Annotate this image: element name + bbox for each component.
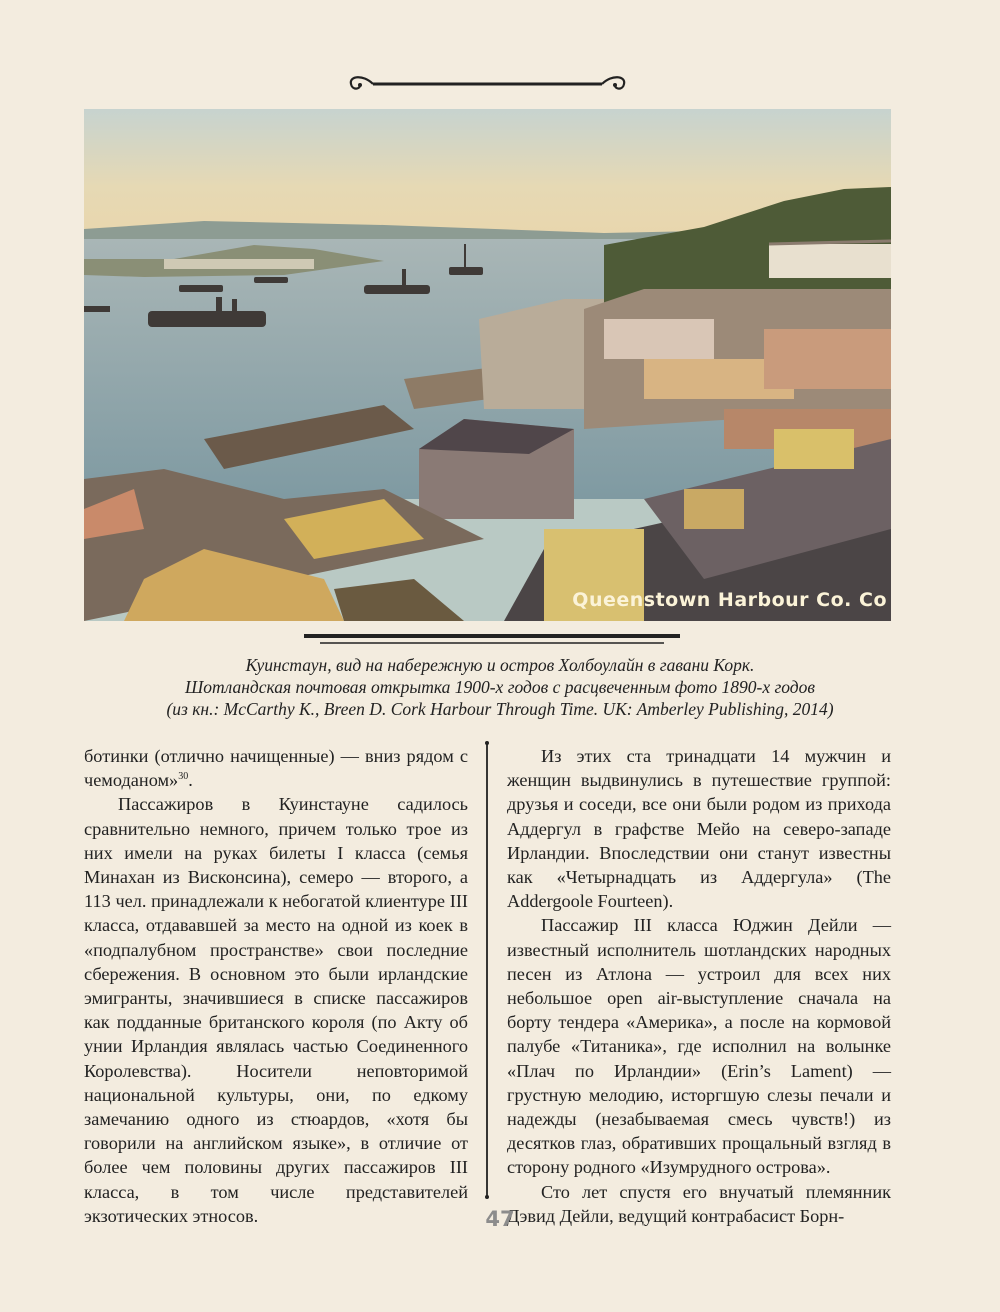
caption-line: Шотландская почтовая открытка 1900-х годов с расцвеченным фото 1890-х годов <box>184 677 816 697</box>
column-divider <box>485 740 489 1200</box>
paragraph: Сто лет спустя его внучатый племянник Дэвид Дейли, ведущий контрабасист Борн- <box>507 1181 891 1226</box>
caption-rule <box>298 631 686 651</box>
caption-line: (из кн.: McCarthy K., Breen D. Cork Harbour Through Time. UK: Amberley Publishing, 2014) <box>166 699 834 719</box>
top-ornament <box>345 72 630 96</box>
photo-caption <box>110 654 890 720</box>
left-text-column <box>84 744 468 1228</box>
photo-overlay-text: Queenstown Harbour Co. Co <box>572 589 887 611</box>
right-text-column <box>507 744 891 1228</box>
paragraph: ботинки (отлично начищенные) — вниз рядом с чемоданом»$^{30}$. <box>84 746 468 791</box>
harbour-postcard-photo <box>84 109 891 621</box>
footnote-ref: 30 <box>178 771 189 783</box>
caption-line: Куинстаун, вид на набережную и остров Холбоулайн в гавани Корк. <box>245 655 755 675</box>
page-number: 47 <box>485 1207 515 1231</box>
paragraph: Пассажир III класса Юджин Дейли — известный исполнитель шотландских народных песен из Атлона — устроил для всех них небольшое open air-выступление сначала на борту тендера «Америка», а после на кормовой палубе «Титаника», где исполнил на волынке «Плач по Ирландии» (Erin’s Lament) — грустную мелодию, исторгшую слезы печали и надежды (незабываемая смесь чувств!) из десятков глаз, обративших прощальный взгляд в сторону родного «Изумрудного острова». <box>507 915 891 1178</box>
paragraph: Пассажиров в Куинстауне садилось сравнительно немного, причем только трое из них имели на руках билеты I класса (семья Минахан из Висконсина), семеро — второго, а 113 чел. принадлежали к небогатой клиентуре III класса, отдававшей за место на одной из коек в «подпалубном пространстве» свои последние сбережения. В основном это были ирландские эмигранты, значившиеся в списке пассажиров как подданные британского короля (по Акту об унии Ирландия являлась частью Соединенного Королевства). Носители неповторимой национальной культуры, они, по едкому замечанию одного из стюардов, «хотя бы говорили на английском языке», в отличие от более чем половины других пассажиров III класса, в том числе представителей экзотических этносов. <box>84 794 468 1226</box>
paragraph: Из этих ста тринадцати 14 мужчин и женщин выдвинулись в путешествие группой: друзья и соседи, все они были родом из прихода Аддергул в графстве Мейо на северо-западе Ирландии. Впоследствии они станут известны как «Четырнадцать из Аддергула» (The Addergoole Fourteen). <box>507 746 891 912</box>
